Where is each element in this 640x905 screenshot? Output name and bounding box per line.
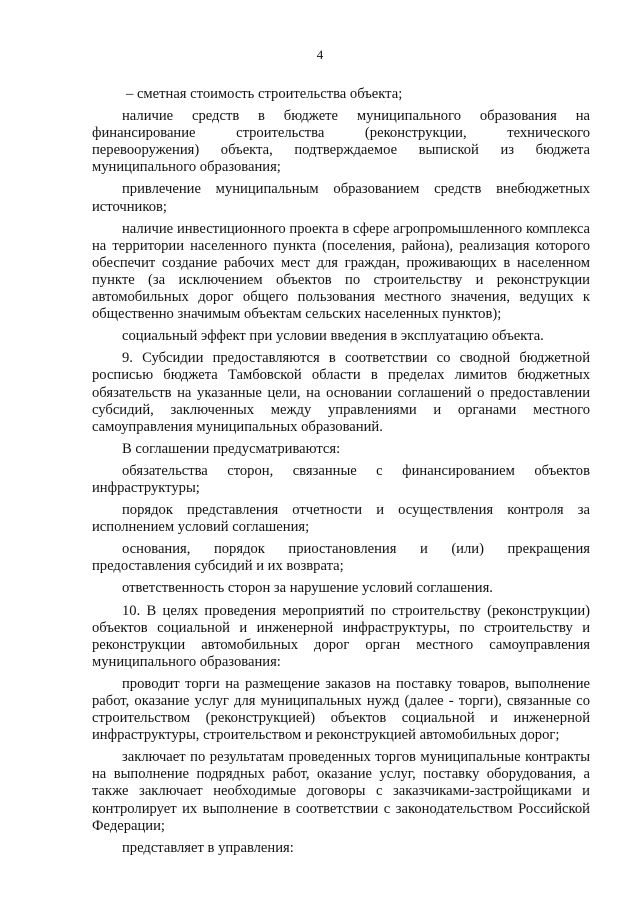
paragraph: наличие средств в бюджете муниципального образования на финансирование строительства (реконструкции, технического перевооружения) объекта, подтверждаемое выпиской из бюджета муниципального образования; — [92, 108, 590, 176]
paragraph: порядок представления отчетности и осуществления контроля за исполнением условий соглашения; — [92, 502, 590, 536]
paragraph: основания, порядок приостановления и (или) прекращения предоставления субсидий и их возврата; — [92, 541, 590, 575]
paragraph: наличие инвестиционного проекта в сфере агропромышленного комплекса на территории населенного пункта (поселения, района), реализация которого обеспечит создание рабочих мест для граждан, проживающих в населенном пункте (за исключением объектов по строительству и реконструкции автомобильных дорог общего пользования местного значения, ведущих к общественно значимым объектам сельских населенных пунктов); — [92, 220, 590, 323]
paragraph: 9. Субсидии предоставляются в соответствии со сводной бюджетной росписью бюджета Тамбовской области в пределах лимитов бюджетных обязательств на указанные цели, на основании соглашений о предоставлении субсидий, заключенных между управлениями и органами местного самоуправления муниципальных образований. — [92, 350, 590, 435]
paragraph: представляет в управления: — [122, 839, 294, 856]
paragraph: социальный эффект при условии введения в эксплуатацию объекта. — [122, 328, 544, 345]
paragraph: 10. В целях проведения мероприятий по строительству (реконструкции) объектов социальной и инженерной инфраструктуры, по строительству и реконструкции автомобильных дорог орган местного самоуправления муниципального образования: — [92, 602, 590, 670]
paragraph: – сметная стоимость строительства объекта; — [126, 86, 403, 102]
paragraph: В соглашении предусматриваются: — [122, 440, 341, 457]
paragraph: привлечение муниципальным образованием средств внебюджетных источников; — [92, 181, 590, 215]
document-body — [92, 86, 590, 862]
paragraph: заключает по результатам проведенных торгов муниципальные контракты на выполнение подрядных работ, оказание услуг, поставку оборудования, а также заключает необходимые договоры с заказчиками-застройщиками и контролирует их выполнение в соответствии с законодательством Российской Федерации; — [92, 749, 590, 834]
paragraph: ответственность сторон за нарушение условий соглашения. — [122, 580, 493, 597]
paragraph: обязательства сторон, связанные с финансированием объектов инфраструктуры; — [92, 462, 590, 496]
page-number: 4 — [316, 47, 324, 62]
paragraph: проводит торги на размещение заказов на поставку товаров, выполнение работ, оказание услуг для муниципальных нужд (далее - торги), связанные со строительством (реконструкцией) объектов социальной и инженерной инфраструктуры, строительством и реконструкцией автомобильных дорог; — [92, 675, 590, 744]
